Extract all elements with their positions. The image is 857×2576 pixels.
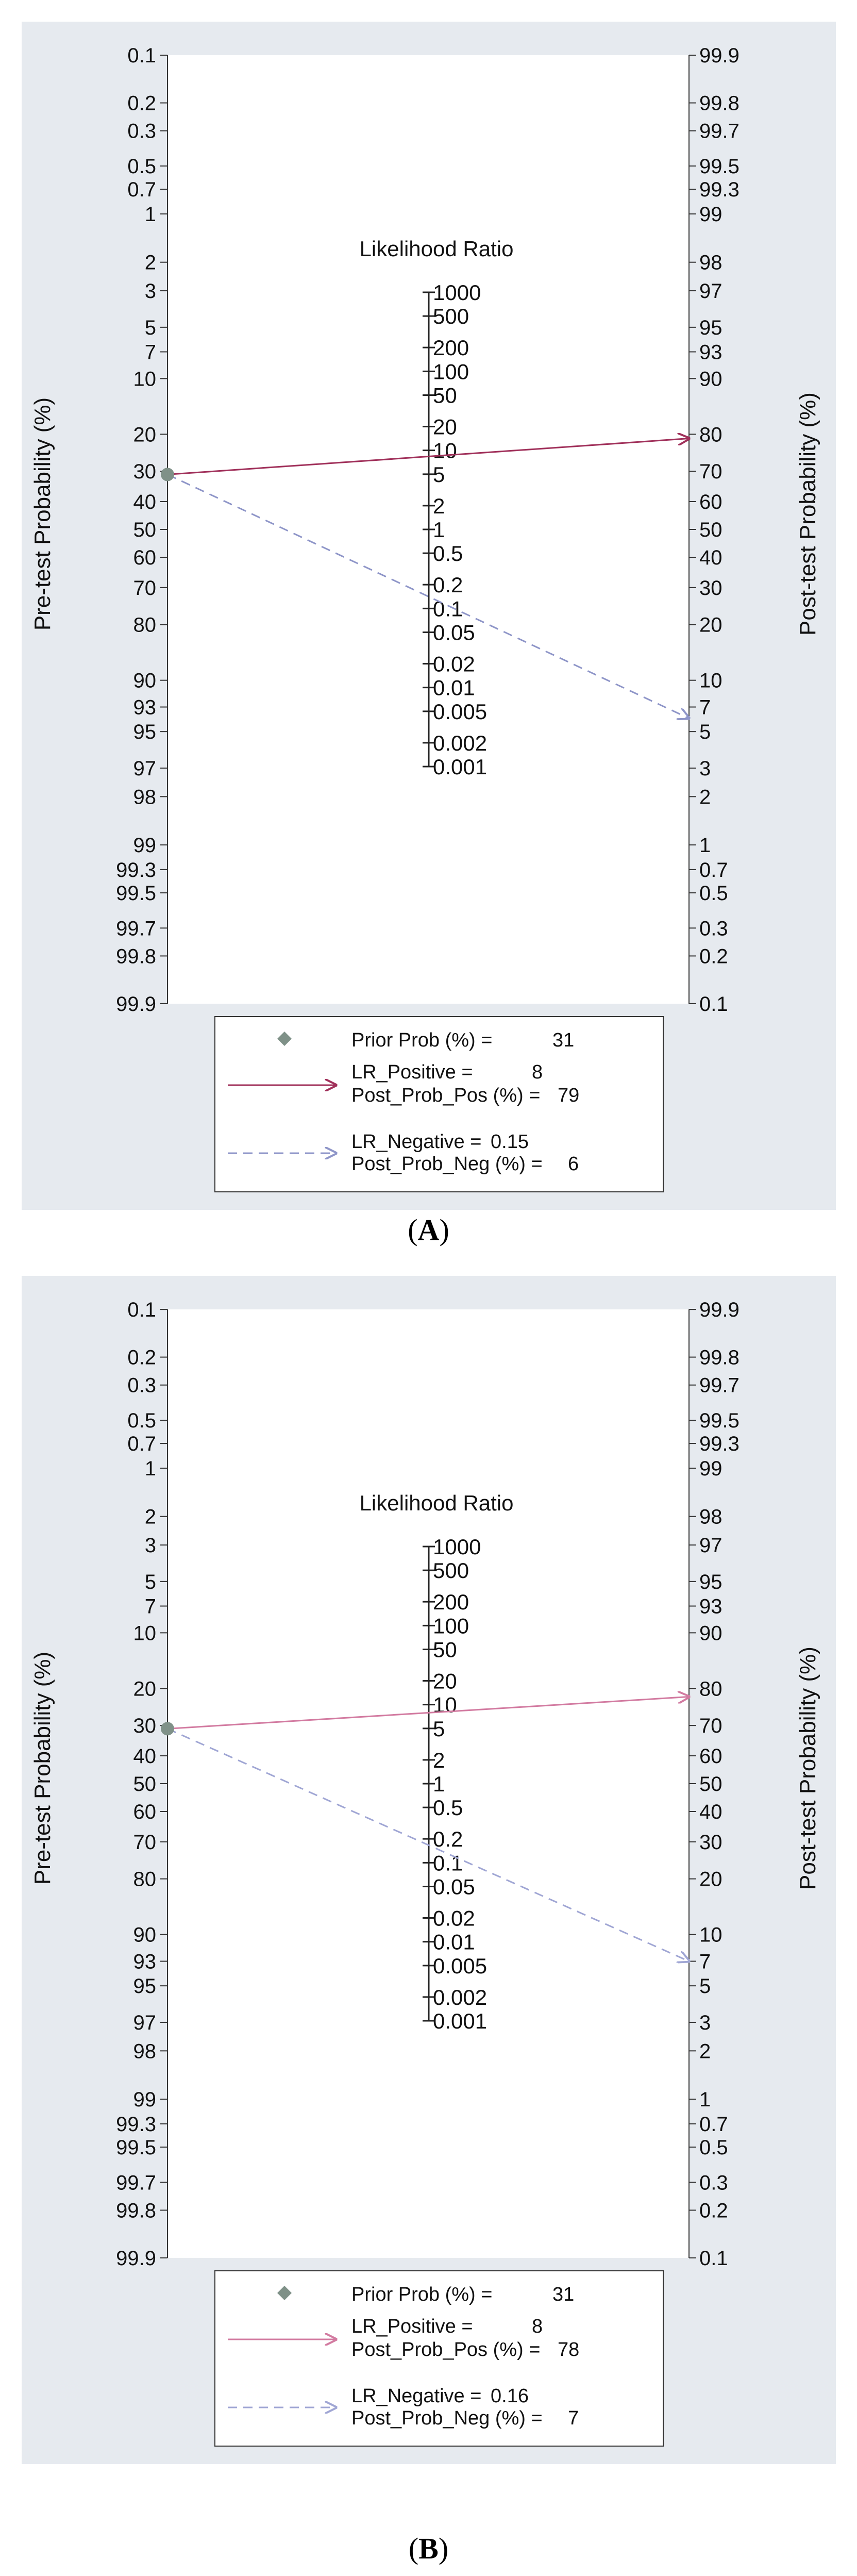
lr-tick-label: 0.01 [433, 675, 475, 700]
left-tick-label: 10 [133, 1622, 156, 1645]
lr-tick-label: 0.5 [433, 1796, 463, 1820]
legend-neg-post-label: Post_Prob_Neg (%) = [351, 2407, 543, 2429]
left-tick-label: 20 [133, 1677, 156, 1701]
right-tick-label: 80 [699, 423, 722, 446]
lr-tick-label: 0.005 [433, 699, 488, 724]
legend-pos-lr-value: 8 [532, 2316, 543, 2337]
legend-neg-post-label: Post_Prob_Neg (%) = [351, 1153, 543, 1175]
left-tick-label: 2 [144, 1505, 156, 1528]
left-tick-label: 0.7 [127, 178, 156, 202]
right-tick-label: 99.7 [699, 120, 740, 143]
lr-tick-label: 0.002 [433, 730, 488, 755]
left-axis-title: Pre-test Probability (%) [30, 1651, 55, 1885]
legend-pos-post-label: Post_Prob_Pos (%) = [351, 2339, 541, 2361]
left-tick-label: 40 [133, 490, 156, 513]
legend-prior-value: 31 [552, 1029, 575, 1051]
right-tick-label: 99.9 [699, 1299, 740, 1322]
lr-tick-label: 0.02 [433, 1906, 475, 1931]
left-tick-label: 40 [133, 1744, 156, 1768]
lr-tick-label: 0.02 [433, 652, 475, 676]
right-tick-label: 93 [699, 341, 722, 364]
left-tick-label: 3 [144, 1534, 156, 1557]
right-tick-label: 7 [699, 696, 711, 719]
legend-neg-post-value: 7 [568, 2407, 579, 2429]
right-tick-label: 7 [699, 1950, 711, 1973]
right-tick-label: 2 [699, 786, 711, 809]
lr-tick-label: 1 [433, 1772, 445, 1796]
right-tick-label: 0.3 [699, 917, 728, 940]
right-tick-label: 50 [699, 1773, 722, 1796]
lr-tick-label: 200 [433, 1590, 469, 1615]
left-tick-label: 99.7 [116, 917, 156, 940]
lr-tick-label: 2 [433, 1748, 445, 1772]
lr-axis-title: Likelihood Ratio [359, 237, 514, 261]
right-tick-label: 0.1 [699, 2247, 728, 2270]
right-tick-label: 1 [699, 2088, 711, 2111]
lr-tick-label: 200 [433, 336, 469, 360]
lr-axis-title: Likelihood Ratio [359, 1491, 514, 1515]
lr-tick-label: 100 [433, 359, 469, 384]
figure-caption-a: (A) [408, 1213, 449, 1247]
left-tick-label: 0.5 [127, 1409, 156, 1433]
legend-prior-label: Prior Prob (%) = [351, 2284, 493, 2305]
left-tick-label: 0.1 [127, 44, 156, 68]
right-tick-label: 20 [699, 1868, 722, 1891]
left-tick-label: 60 [133, 546, 156, 570]
left-tick-label: 99.3 [116, 2113, 156, 2136]
legend-pos-lr-label: LR_Positive = [351, 2316, 473, 2337]
left-tick-label: 99.9 [116, 992, 156, 1016]
right-tick-label: 0.1 [699, 992, 728, 1016]
left-tick-label: 7 [144, 341, 156, 364]
left-tick-label: 30 [133, 460, 156, 484]
left-tick-label: 1 [144, 203, 156, 226]
legend-pos-post-value: 78 [558, 2339, 580, 2361]
lr-tick-label: 0.002 [433, 1985, 488, 2009]
left-tick-label: 99 [133, 834, 156, 857]
lr-tick-label: 0.001 [433, 755, 488, 779]
left-tick-label: 93 [133, 696, 156, 719]
right-tick-label: 90 [699, 368, 722, 391]
right-tick-label: 40 [699, 1801, 722, 1824]
left-tick-label: 99.5 [116, 2136, 156, 2159]
right-tick-label: 40 [699, 546, 722, 570]
left-tick-label: 7 [144, 1595, 156, 1618]
right-tick-label: 0.7 [699, 2113, 728, 2136]
left-tick-label: 70 [133, 576, 156, 600]
left-tick-label: 5 [144, 1570, 156, 1593]
left-tick-label: 99.8 [116, 945, 156, 968]
left-axis-title: Pre-test Probability (%) [30, 397, 55, 631]
legend-neg-lr-value: 0.15 [491, 1131, 529, 1153]
left-tick-label: 90 [133, 1923, 156, 1947]
right-tick-label: 60 [699, 490, 722, 513]
right-tick-label: 97 [699, 280, 722, 303]
lr-tick-label: 20 [433, 1669, 457, 1693]
lr-tick-label: 1000 [433, 280, 481, 305]
right-tick-label: 95 [699, 316, 722, 339]
left-tick-label: 0.7 [127, 1433, 156, 1456]
legend-prior-value: 31 [552, 2284, 575, 2305]
left-tick-label: 90 [133, 669, 156, 692]
figure-caption-b: (B) [408, 2532, 449, 2565]
right-axis-title: Post-test Probability (%) [795, 392, 820, 636]
lr-tick-label: 0.1 [433, 1851, 463, 1875]
left-tick-label: 0.3 [127, 1374, 156, 1397]
right-tick-label: 99.3 [699, 1433, 740, 1456]
left-tick-label: 2 [144, 251, 156, 274]
left-tick-label: 30 [133, 1715, 156, 1738]
lr-tick-label: 100 [433, 1614, 469, 1638]
lr-tick-label: 500 [433, 1558, 469, 1583]
right-tick-label: 97 [699, 1534, 722, 1557]
lr-tick-label: 10 [433, 1692, 457, 1717]
lr-tick-label: 0.005 [433, 1953, 488, 1978]
right-tick-label: 30 [699, 1831, 722, 1854]
lr-tick-label: 0.01 [433, 1930, 475, 1954]
fagan-nomogram-b [22, 1276, 836, 2464]
lr-tick-label: 1000 [433, 1535, 481, 1559]
nomogram-panel-b [22, 1276, 836, 2464]
lr-tick-label: 5 [433, 1716, 445, 1741]
left-tick-label: 70 [133, 1831, 156, 1854]
right-tick-label: 0.5 [699, 2136, 728, 2159]
left-tick-label: 93 [133, 1950, 156, 1973]
right-tick-label: 20 [699, 613, 722, 637]
legend-neg-post-value: 6 [568, 1153, 579, 1175]
right-tick-label: 99.5 [699, 1409, 740, 1433]
right-tick-label: 60 [699, 1744, 722, 1768]
right-tick-label: 99.3 [699, 178, 740, 202]
right-tick-label: 5 [699, 721, 711, 744]
legend-pos-lr-label: LR_Positive = [351, 1061, 473, 1083]
legend-neg-lr-value: 0.16 [491, 2385, 529, 2407]
right-tick-label: 90 [699, 1622, 722, 1645]
lr-tick-label: 1 [433, 518, 445, 542]
left-tick-label: 98 [133, 2040, 156, 2063]
right-tick-label: 1 [699, 834, 711, 857]
lr-tick-label: 50 [433, 1637, 457, 1662]
right-tick-label: 99.9 [699, 44, 740, 68]
right-tick-label: 2 [699, 2040, 711, 2063]
legend-prior-label: Prior Prob (%) = [351, 1029, 493, 1051]
legend-neg-lr-label: LR_Negative = [351, 2385, 482, 2407]
left-tick-label: 20 [133, 423, 156, 446]
right-tick-label: 93 [699, 1595, 722, 1618]
legend-pos-lr-value: 8 [532, 1061, 543, 1083]
lr-tick-label: 20 [433, 414, 457, 439]
lr-tick-label: 0.2 [433, 1827, 463, 1852]
caption-letter-a: A [417, 1213, 440, 1247]
right-tick-label: 70 [699, 1715, 722, 1738]
lr-tick-label: 2 [433, 493, 445, 518]
left-tick-label: 80 [133, 613, 156, 637]
fagan-nomogram-a [22, 22, 836, 1210]
left-tick-label: 95 [133, 1975, 156, 1998]
left-tick-label: 0.2 [127, 92, 156, 115]
left-tick-label: 5 [144, 316, 156, 339]
left-tick-label: 99.3 [116, 858, 156, 882]
right-tick-label: 95 [699, 1570, 722, 1593]
right-tick-label: 99.8 [699, 1346, 740, 1369]
legend-neg-lr-label: LR_Negative = [351, 1131, 482, 1153]
lr-tick-label: 0.2 [433, 573, 463, 597]
left-tick-label: 95 [133, 721, 156, 744]
lr-tick-label: 0.1 [433, 596, 463, 621]
left-tick-label: 99 [133, 2088, 156, 2111]
prior-prob-marker [161, 1722, 174, 1735]
left-tick-label: 60 [133, 1801, 156, 1824]
right-tick-label: 10 [699, 669, 722, 692]
left-tick-label: 1 [144, 1457, 156, 1481]
right-tick-label: 3 [699, 757, 711, 780]
left-tick-label: 10 [133, 368, 156, 391]
legend-pos-post-label: Post_Prob_Pos (%) = [351, 1085, 541, 1106]
right-tick-label: 99 [699, 203, 722, 226]
lr-tick-label: 10 [433, 438, 457, 463]
left-tick-label: 0.3 [127, 120, 156, 143]
lr-tick-label: 500 [433, 304, 469, 329]
lr-tick-label: 0.05 [433, 620, 475, 645]
right-tick-label: 30 [699, 576, 722, 600]
right-tick-label: 10 [699, 1923, 722, 1947]
right-tick-label: 99.8 [699, 92, 740, 115]
legend-pos-post-value: 79 [558, 1085, 580, 1106]
left-tick-label: 99.7 [116, 2171, 156, 2195]
left-tick-label: 0.5 [127, 155, 156, 178]
right-tick-label: 99.7 [699, 1374, 740, 1397]
right-tick-label: 98 [699, 1505, 722, 1528]
right-tick-label: 5 [699, 1975, 711, 1998]
left-tick-label: 3 [144, 280, 156, 303]
right-tick-label: 98 [699, 251, 722, 274]
right-tick-label: 0.7 [699, 858, 728, 882]
left-tick-label: 97 [133, 2011, 156, 2034]
right-tick-label: 70 [699, 460, 722, 484]
left-tick-label: 0.2 [127, 1346, 156, 1369]
nomogram-panel-a [22, 22, 836, 1210]
left-tick-label: 50 [133, 519, 156, 541]
lr-tick-label: 0.001 [433, 2009, 488, 2033]
left-tick-label: 99.9 [116, 2247, 156, 2270]
right-tick-label: 0.2 [699, 2199, 728, 2222]
left-tick-label: 98 [133, 786, 156, 809]
right-tick-label: 0.3 [699, 2171, 728, 2195]
left-tick-label: 99.5 [116, 882, 156, 905]
left-tick-label: 80 [133, 1868, 156, 1891]
prior-prob-marker [161, 468, 174, 481]
right-tick-label: 99.5 [699, 155, 740, 178]
lr-tick-label: 0.05 [433, 1874, 475, 1899]
left-tick-label: 99.8 [116, 2199, 156, 2222]
right-tick-label: 50 [699, 519, 722, 541]
right-tick-label: 0.5 [699, 882, 728, 905]
right-tick-label: 99 [699, 1457, 722, 1481]
right-axis-title: Post-test Probability (%) [795, 1647, 820, 1890]
caption-letter-b: B [418, 2532, 439, 2565]
left-tick-label: 50 [133, 1773, 156, 1796]
left-tick-label: 97 [133, 757, 156, 780]
right-tick-label: 3 [699, 2011, 711, 2034]
right-tick-label: 80 [699, 1677, 722, 1701]
lr-tick-label: 50 [433, 383, 457, 408]
right-tick-label: 0.2 [699, 945, 728, 968]
left-tick-label: 0.1 [127, 1299, 156, 1322]
lr-tick-label: 0.5 [433, 541, 463, 566]
lr-tick-label: 5 [433, 462, 445, 487]
